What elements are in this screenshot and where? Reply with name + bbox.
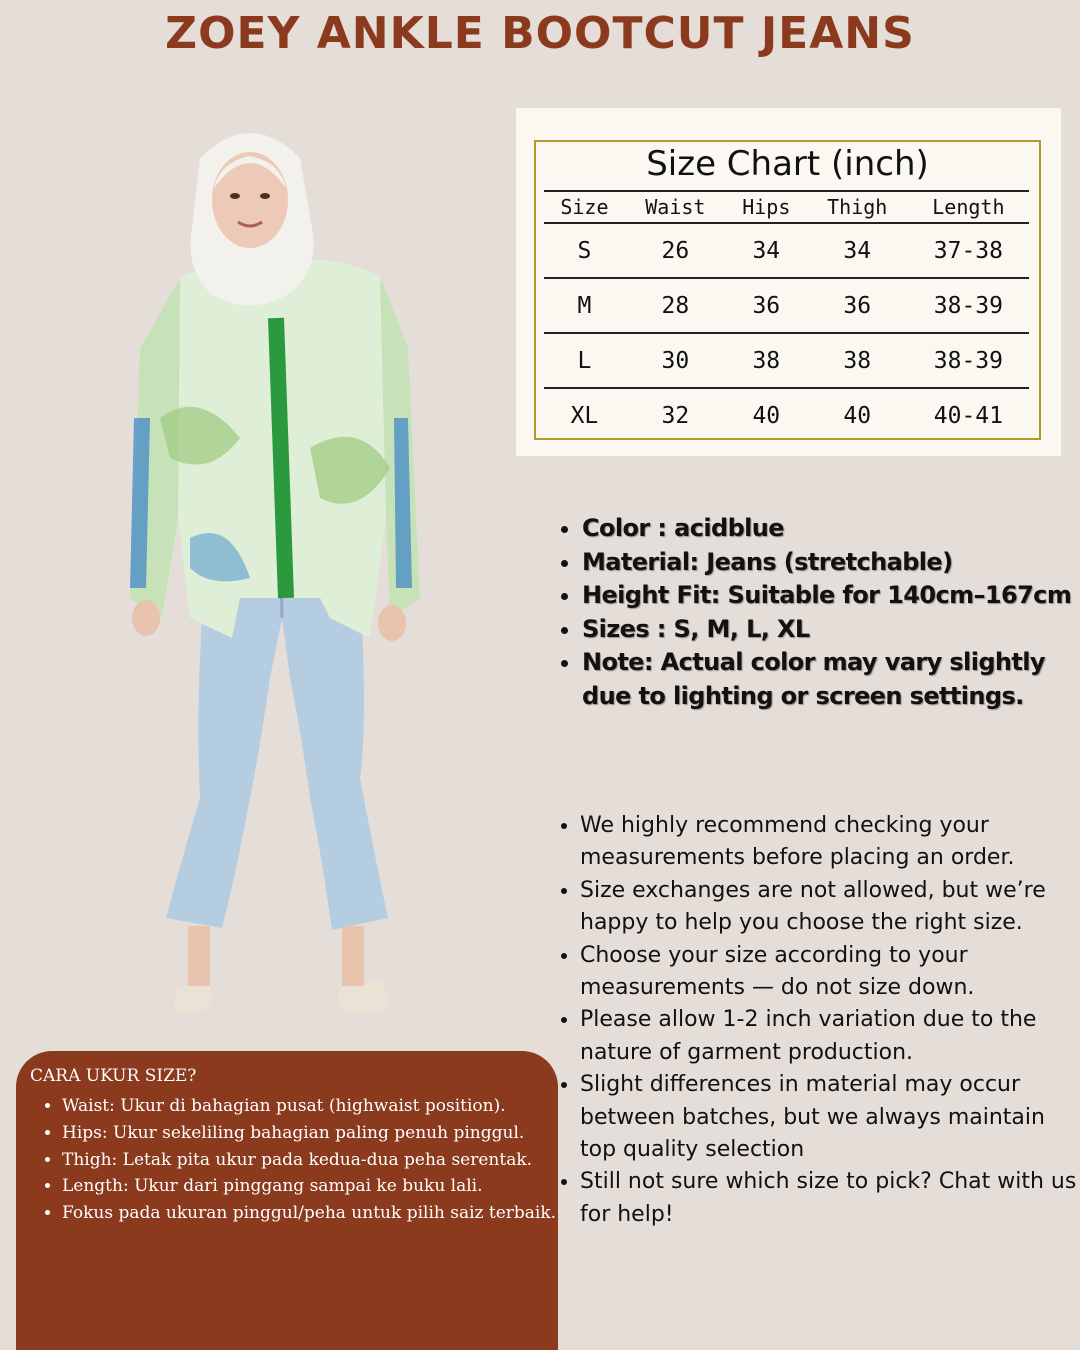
detail-item: • Material: Jeans (stretchable) <box>582 546 1080 580</box>
size-chart-header: Waist <box>625 191 726 223</box>
size-chart-cell: 40 <box>843 402 872 429</box>
size-chart-cell: L <box>544 333 625 388</box>
size-chart-cell: 37-38 <box>908 223 1029 278</box>
product-details-list <box>556 512 1080 713</box>
note-item: • Please allow 1-2 inch variation due to the nature of garment production. <box>580 1004 1080 1069</box>
page-title: ZOEY ANKLE BOOTCUT JEANS <box>165 8 915 59</box>
size-chart-cell: 28 <box>625 278 726 333</box>
size-chart-table <box>544 190 1029 442</box>
note-item: • We highly recommend checking your measurements before placing an order. <box>580 810 1080 875</box>
measuring-guide-item: • Fokus pada ukuran pinggul/peha untuk pilih saiz terbaik. <box>62 1200 562 1227</box>
measuring-guide-list <box>36 1093 562 1227</box>
size-chart-row <box>544 278 1029 333</box>
note-item: • Choose your size according to your measurements — do not size down. <box>580 940 1080 1005</box>
size-chart-header-row <box>544 191 1029 223</box>
detail-item: • Note: Actual color may vary slightly due to lighting or screen settings. <box>582 646 1080 713</box>
size-chart-cell: 38 <box>726 333 807 388</box>
size-chart-cell: 38-39 <box>908 333 1029 388</box>
note-item: • Still not sure which size to pick? Chat with us for help! <box>580 1166 1080 1231</box>
size-chart-cell: 34 <box>807 223 908 278</box>
size-chart-cell: 40 <box>752 402 781 429</box>
measuring-guide-item: • Thigh: Letak pita ukur pada kedua-dua peha serentak. <box>62 1147 562 1174</box>
note-item: • Size exchanges are not allowed, but we’re happy to help you choose the right size. <box>580 875 1080 940</box>
detail-item: • Color : acidblue <box>582 512 1080 546</box>
model-photo <box>90 118 440 1018</box>
size-chart-cell: 38-39 <box>908 278 1029 333</box>
size-chart-cell: 26 <box>625 223 726 278</box>
size-chart-title: Size Chart (inch) <box>646 144 929 184</box>
size-chart-card <box>516 108 1061 456</box>
size-chart-cell: M <box>544 278 625 333</box>
size-chart-frame <box>534 140 1041 440</box>
size-chart-cell: 40-41 <box>933 402 1003 429</box>
size-chart-cell: 32 <box>661 402 690 429</box>
size-chart-row <box>544 388 1029 442</box>
detail-item: • Sizes : S, M, L, XL <box>582 613 1080 647</box>
size-chart-cell: 36 <box>726 278 807 333</box>
size-chart-cell: 30 <box>625 333 726 388</box>
size-chart-cell: 36 <box>807 278 908 333</box>
measuring-guide-item: • Hips: Ukur sekeliling bahagian paling penuh pinggul. <box>62 1120 562 1147</box>
measuring-guide-item: • Waist: Ukur di bahagian pusat (highwaist position). <box>62 1093 562 1120</box>
size-chart-row <box>544 333 1029 388</box>
size-chart-row <box>544 223 1029 278</box>
size-chart-cell: XL <box>570 402 599 429</box>
notes-list <box>554 810 1080 1231</box>
measuring-guide-title: CARA UKUR SIZE? <box>30 1066 197 1086</box>
size-chart-cell: 34 <box>726 223 807 278</box>
detail-item: • Height Fit: Suitable for 140cm–167cm <box>582 579 1080 613</box>
size-chart-header: Thigh <box>807 191 908 223</box>
note-item: • Slight differences in material may occur between batches, but we always maintain top quality selection <box>580 1069 1080 1166</box>
size-chart-cell: 38 <box>807 333 908 388</box>
size-chart-cell: S <box>544 223 625 278</box>
measuring-guide-box <box>16 1051 558 1350</box>
size-chart-header: Hips <box>726 191 807 223</box>
measuring-guide-item: • Length: Ukur dari pinggang sampai ke buku lali. <box>62 1173 562 1200</box>
size-chart-header: Size <box>544 191 625 223</box>
size-chart-header: Length <box>908 191 1029 223</box>
